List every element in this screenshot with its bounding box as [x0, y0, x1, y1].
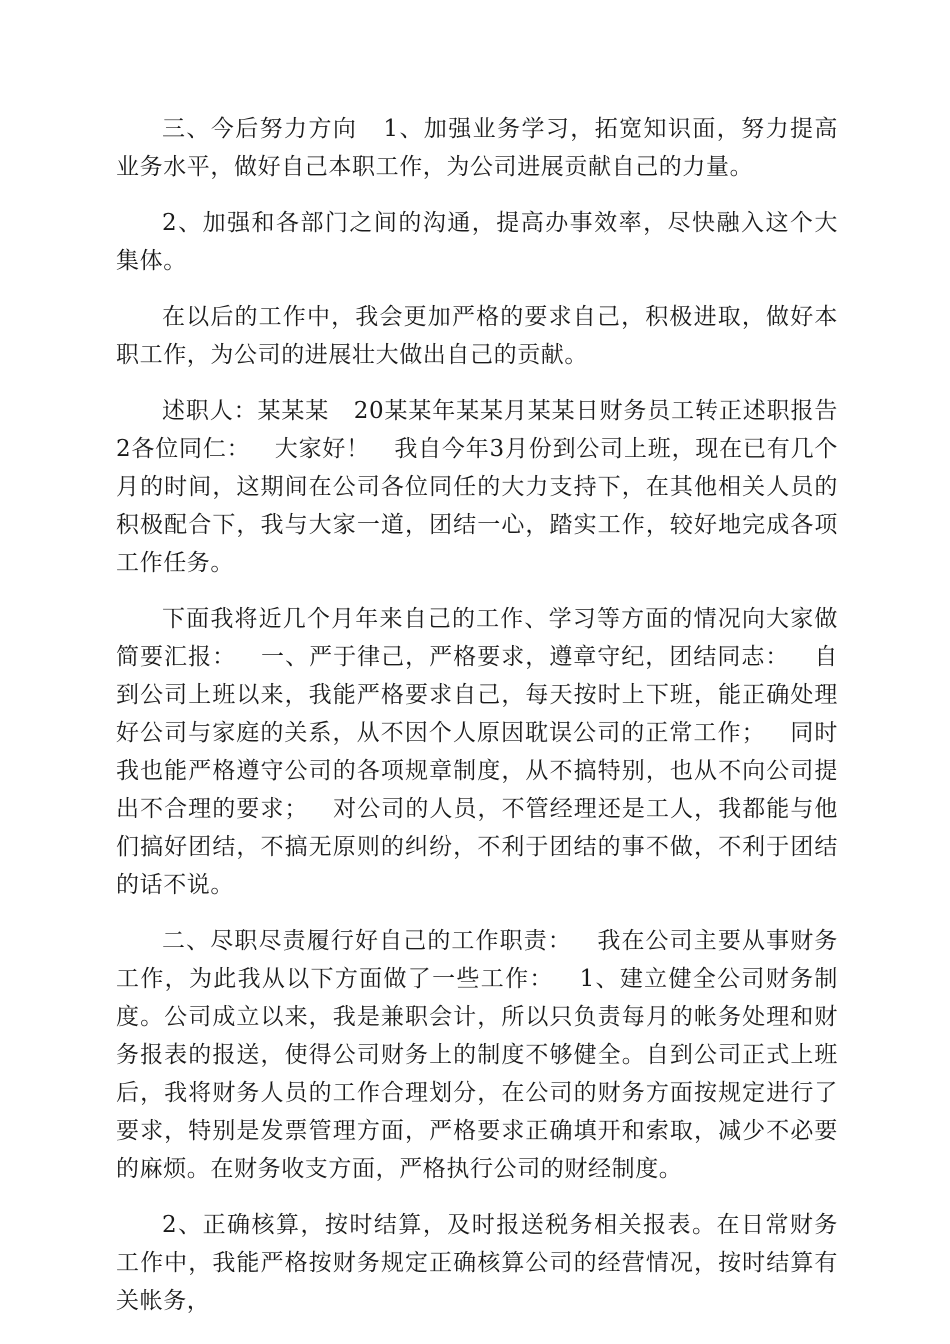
document-body: [116, 110, 838, 1338]
paragraph-duties: 二、尽职尽责履行好自己的工作职责： 我在公司主要从事财务工作，为此我从以下方面做了一些工作： 1、建立健全公司财务制度。公司成立以来，我是兼职会计，所以只负责每月的帐务处理和财务报表的报送，使得公司财务上的制度不够健全。自到公司正式上班后，我将财务人员的工作合理划分，在公司的财务方面按规定进行了要求，特别是发票管理方面，严格要求正确填开和索取，减少不必要的麻烦。在财务收支方面，严格执行公司的财经制度。: [116, 928, 838, 1182]
paragraph-communication: 2、加强和各部门之间的沟通，提高办事效率，尽快融入这个大集体。: [116, 210, 838, 274]
paragraph-reporter-greeting: 述职人：某某某 20某某年某某月某某日财务员工转正述职报告2各位同仁： 大家好！ 我自今年3月份到公司上班，现在已有几个月的时间，这期间在公司各位同任的大力支持下，在其他相关人员的积极配合下，我与大家一道，团结一心，踏实工作，较好地完成各项工作任务。: [116, 398, 838, 576]
paragraph-self-discipline: 下面我将近几个月年来自己的工作、学习等方面的情况向大家做简要汇报： 一、严于律己，严格要求，遵章守纪，团结同志： 自到公司上班以来，我能严格要求自己，每天按时上下班，能正确处理好公司与家庭的关系，从不因个人原因耽误公司的正常工作； 同时我也能严格遵守公司的各项规章制度，从不搞特别，也从不向公司提出不合理的要求； 对公司的人员，不管经理还是工人，我都能与他们搞好团结，不搞无原则的纠纷，不利于团结的事不做，不利于团结的话不说。: [116, 606, 838, 898]
paragraph-future-direction: 三、今后努力方向 1、加强业务学习，拓宽知识面，努力提高业务水平，做好自己本职工作，为公司进展贡献自己的力量。: [116, 116, 838, 180]
paragraph-accounting: 2、正确核算，按时结算，及时报送税务相关报表。在日常财务工作中，我能严格按财务规定正确核算公司的经营情况，按时结算有关帐务，: [116, 1212, 838, 1314]
paragraph-future-work: 在以后的工作中，我会更加严格的要求自己，积极进取，做好本职工作，为公司的进展壮大做出自己的贡献。: [116, 304, 838, 368]
